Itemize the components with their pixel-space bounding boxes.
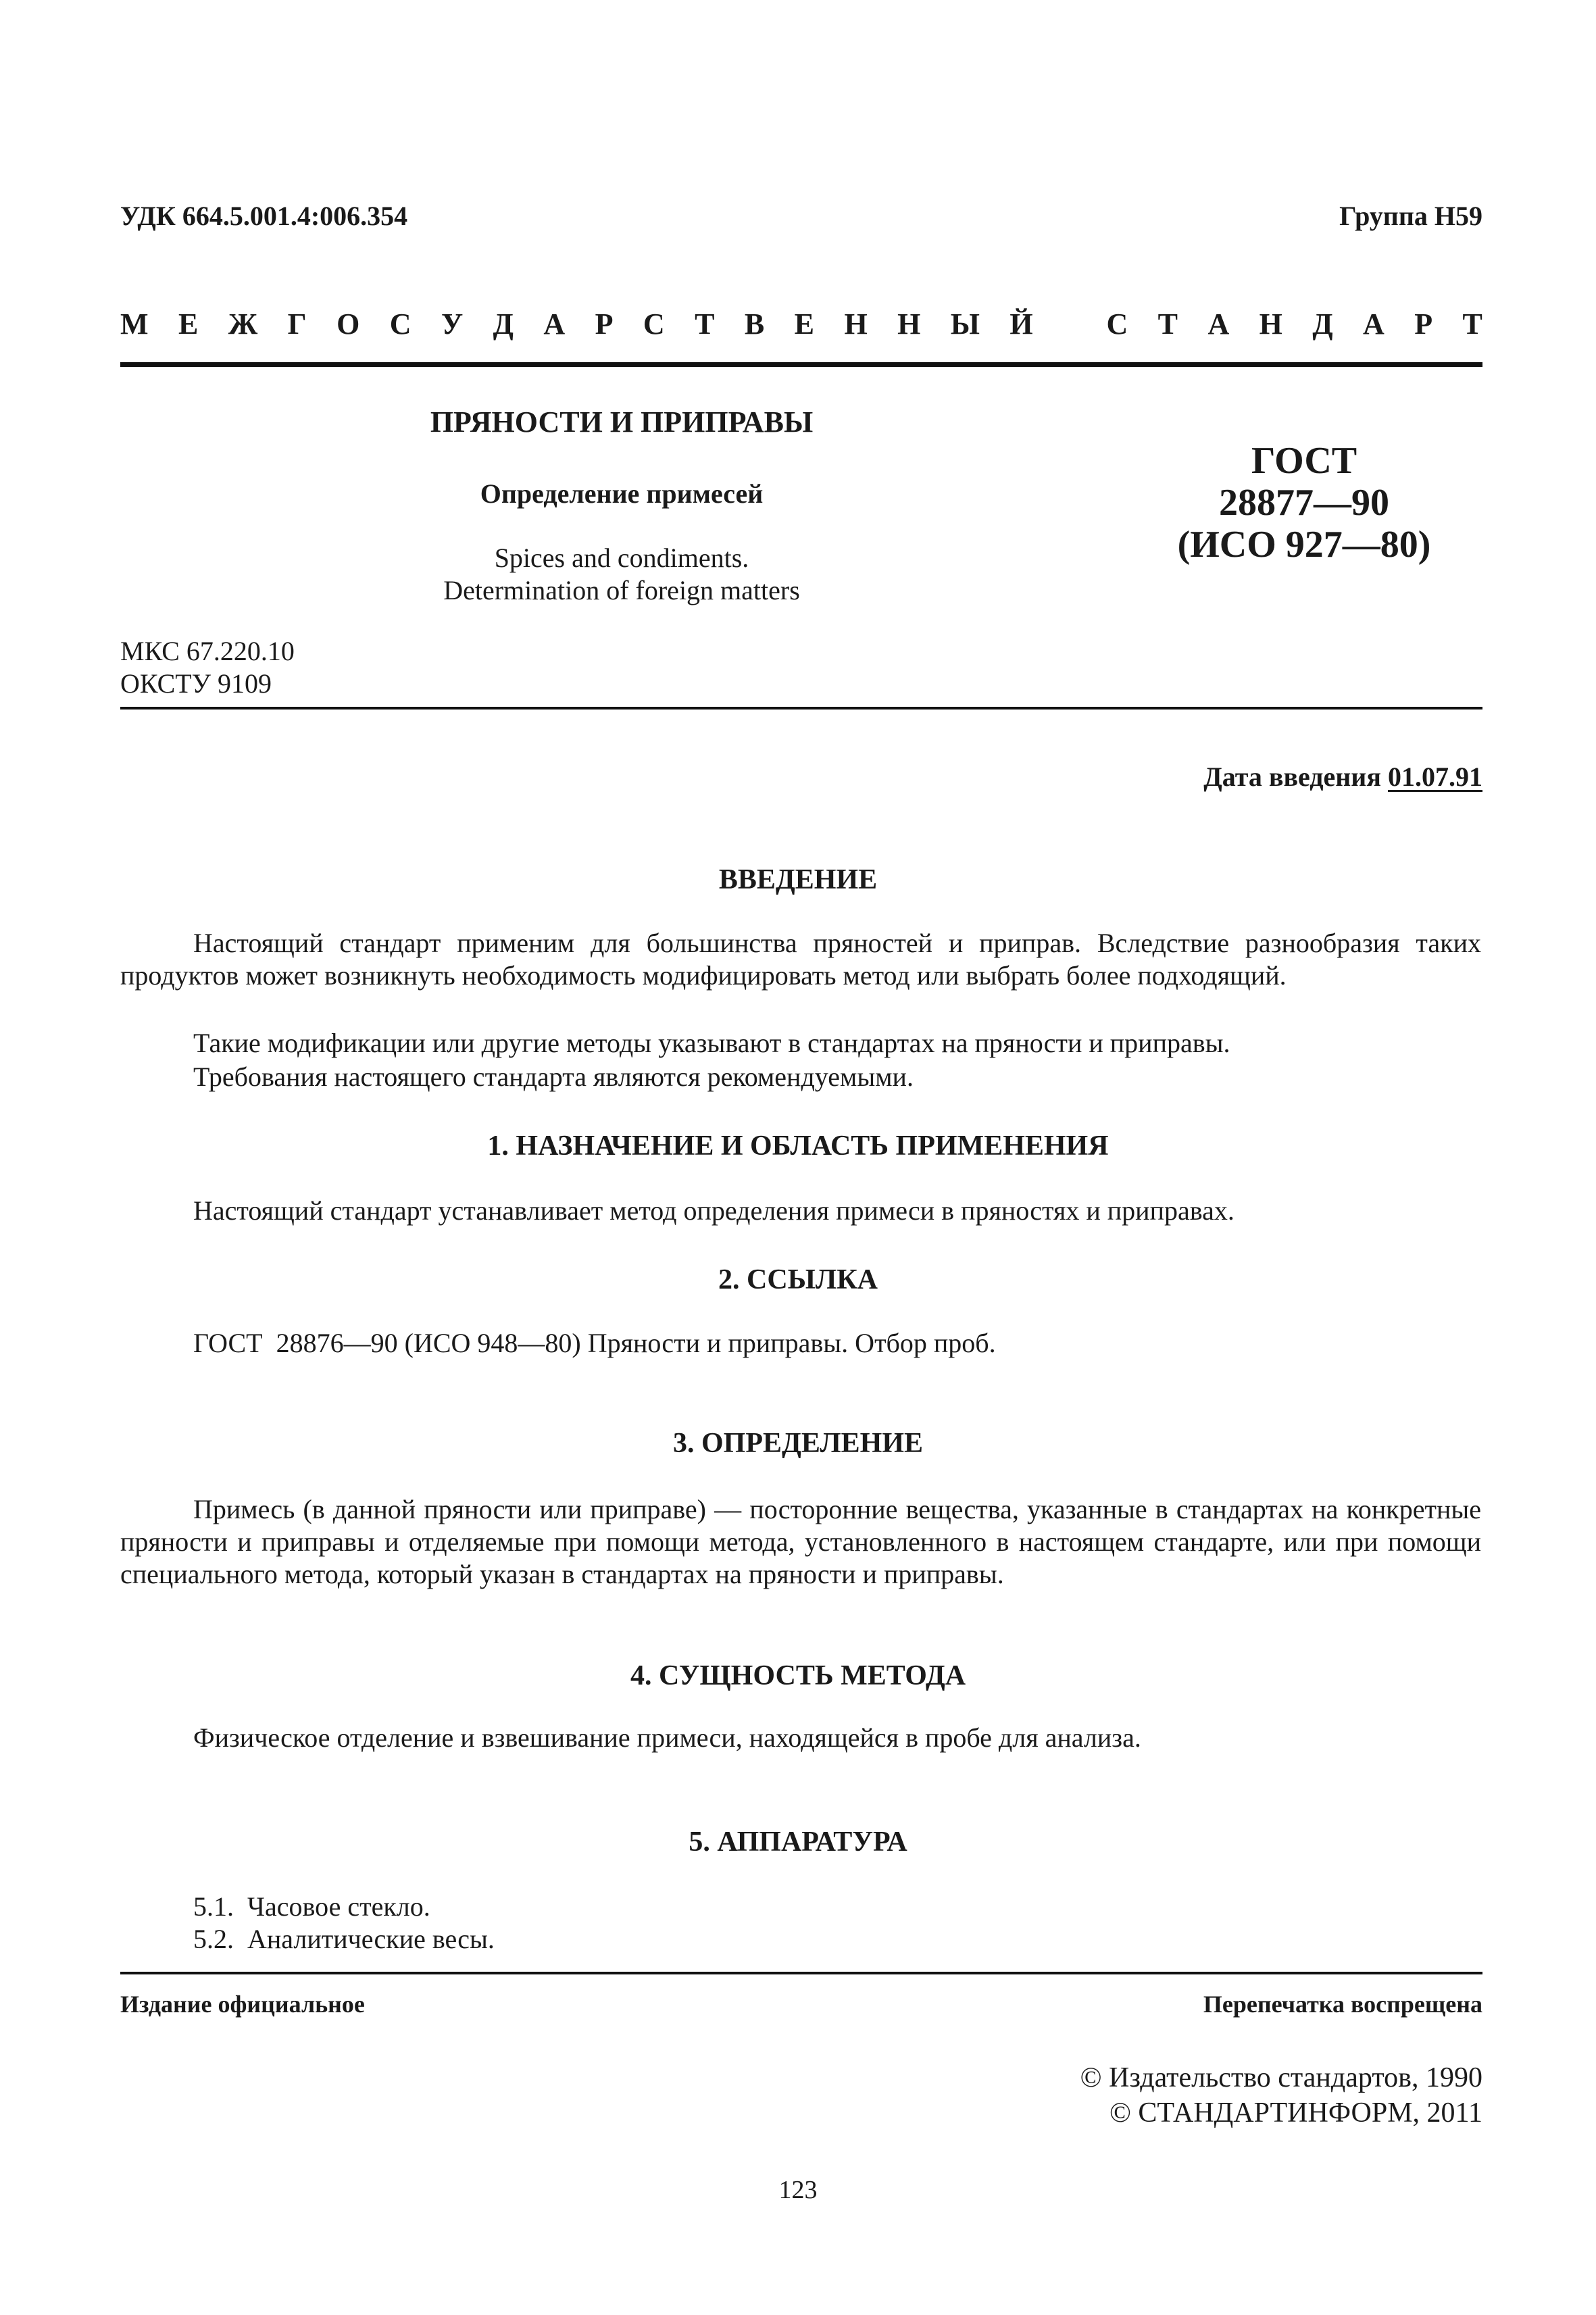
copyright-1990: © Издательство стандартов, 1990 [1080, 2062, 1482, 2093]
intro-paragraph-2: Такие модификации или другие методы указывают в стандартах на пряности и приправы. [193, 1028, 1230, 1058]
banner-letter: Т [1462, 307, 1482, 341]
banner-letter: С [1106, 307, 1128, 341]
page-number: 123 [778, 2176, 818, 2204]
heading-introduction: ВВЕДЕНИЕ [718, 864, 878, 895]
copyright-2011: © СТАНДАРТИНФОРМ, 2011 [1109, 2097, 1482, 2129]
banner-letter: А [1363, 307, 1385, 341]
banner-letter: Е [794, 307, 815, 341]
section-4-paragraph: Физическое отделение и взвешивание примеси, находящейся в пробе для анализа. [193, 1722, 1141, 1753]
reprint-forbidden: Перепечатка воспрещена [1203, 1991, 1482, 2018]
banner-letter: В [744, 307, 765, 341]
banner-letter: Н [1259, 307, 1282, 341]
iso-number: (ИСО 927—80) [1177, 524, 1431, 566]
mks-code: МКС 67.220.10 [120, 636, 295, 666]
heading-section-2: 2. ССЫЛКА [718, 1264, 878, 1295]
banner-letter: А [1207, 307, 1230, 341]
banner-letter: Р [595, 307, 614, 341]
heading-section-3: 3. ОПРЕДЕЛЕНИЕ [672, 1428, 924, 1459]
udk-code: УДК 664.5.001.4:006.354 [120, 201, 408, 231]
document-subtitle: Определение примесей [480, 478, 764, 509]
section-2-reference: ГОСТ 28876—90 (ИСО 948—80) Пряности и приправы. Отбор проб. [193, 1328, 996, 1358]
banner-letter: Т [695, 307, 715, 341]
banner-letter: Т [1157, 307, 1178, 341]
banner-letter: Н [844, 307, 868, 341]
document-title: ПРЯНОСТИ И ПРИПРАВЫ [430, 405, 814, 439]
banner-letter: Р [1414, 307, 1433, 341]
banner-letter: А [543, 307, 566, 341]
section-3-paragraph: Примесь (в данной пряности или приправе) — посторонние вещества, указанные в стандартах на конкретные пряности и приправы и отделяемые при помощи метода, установленного в настоящем стандарте, или при помощи специального метода, который указан в стандартах на пряности и приправы. [120, 1494, 1481, 1589]
banner-letter: У [441, 307, 464, 341]
intro-paragraph-1: Настоящий стандарт применим для большинства пряностей и приправ. Вследствие разнообразия таких продуктов может возникнуть необходимость модифицировать метод или выбрать более подходящий. [120, 928, 1481, 991]
gost-number: 28877—90 [1219, 482, 1389, 524]
standard-banner [120, 305, 1482, 343]
section-1-paragraph: Настоящий стандарт устанавливает метод определения примеси в пряностях и приправах. [193, 1195, 1235, 1226]
banner-letter: Й [1009, 307, 1033, 341]
intro-date-value: 01.07.91 [1388, 762, 1482, 792]
banner-letter: Ы [950, 307, 980, 341]
banner-letter: О [336, 307, 360, 341]
apparatus-item-1: 5.1. Часовое стекло. [193, 1891, 430, 1922]
intro-paragraph-3: Требования настоящего стандарта являются рекомендуемыми. [193, 1062, 914, 1092]
banner-letter: С [389, 307, 412, 341]
english-title-line1: Spices and condiments. [494, 543, 749, 573]
banner-letter: Г [287, 307, 307, 341]
top-rule [120, 362, 1482, 367]
banner-letter: С [643, 307, 665, 341]
apparatus-item-2: 5.2. Аналитические весы. [193, 1924, 495, 1954]
classification-rule [120, 707, 1482, 710]
intro-date [1203, 761, 1482, 793]
heading-section-1: 1. НАЗНАЧЕНИЕ И ОБЛАСТЬ ПРИМЕНЕНИЯ [487, 1130, 1109, 1162]
heading-section-4: 4. СУЩНОСТЬ МЕТОДА [630, 1660, 966, 1691]
english-title-line2: Determination of foreign matters [443, 575, 800, 605]
banner-letter: Д [1312, 307, 1333, 341]
heading-section-5: 5. АППАРАТУРА [689, 1826, 907, 1858]
banner-letter: Д [493, 307, 514, 341]
banner-letter: М [120, 307, 149, 341]
banner-letter: Н [897, 307, 921, 341]
banner-letter [1063, 305, 1076, 343]
okstu-code: ОКСТУ 9109 [120, 668, 272, 699]
banner-letter: Ж [228, 307, 258, 341]
official-edition: Издание официальное [120, 1991, 365, 2018]
group-code: Группа Н59 [1339, 201, 1482, 231]
gost-label: ГОСТ [1251, 440, 1357, 482]
intro-date-label: Дата введения [1203, 762, 1381, 792]
banner-letter: Е [178, 307, 199, 341]
footer-rule [120, 1972, 1482, 1974]
